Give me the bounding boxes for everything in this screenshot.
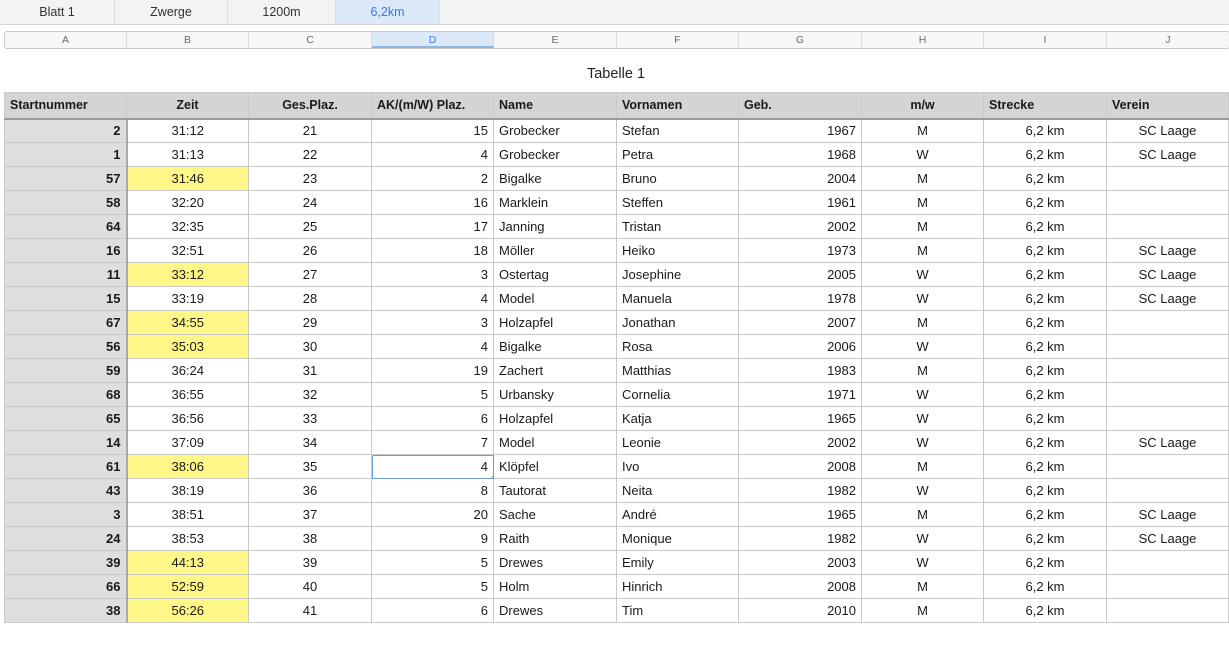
strecke-cell[interactable]: 6,2 km xyxy=(984,431,1107,455)
vornamen-cell[interactable]: Leonie xyxy=(617,431,739,455)
ges-plaz-cell[interactable]: 27 xyxy=(249,263,372,287)
vornamen-cell[interactable]: Ivo xyxy=(617,455,739,479)
ges-plaz-cell[interactable]: 25 xyxy=(249,215,372,239)
zeit-cell[interactable]: 31:13 xyxy=(127,143,249,167)
mw-cell[interactable]: W xyxy=(862,143,984,167)
strecke-cell[interactable]: 6,2 km xyxy=(984,263,1107,287)
geb-cell[interactable]: 2008 xyxy=(739,575,862,599)
verein-cell[interactable]: SC Laage xyxy=(1107,431,1229,455)
ges-plaz-cell[interactable]: 24 xyxy=(249,191,372,215)
verein-cell[interactable]: SC Laage xyxy=(1107,239,1229,263)
vornamen-cell[interactable]: Heiko xyxy=(617,239,739,263)
table-row xyxy=(5,287,1229,311)
ak-plaz-cell[interactable]: 7 xyxy=(372,431,494,455)
sheet-tab[interactable]: 6,2km xyxy=(336,0,440,24)
zeit-cell[interactable]: 31:46 xyxy=(127,167,249,191)
vornamen-cell[interactable]: Tim xyxy=(617,599,739,623)
startnummer-cell[interactable]: 3 xyxy=(5,503,127,527)
column-letter-b[interactable]: B xyxy=(127,32,249,48)
strecke-cell[interactable]: 6,2 km xyxy=(984,143,1107,167)
table-row xyxy=(5,527,1229,551)
verein-cell[interactable]: SC Laage xyxy=(1107,503,1229,527)
ak-plaz-cell[interactable]: 5 xyxy=(372,575,494,599)
startnummer-cell[interactable]: 68 xyxy=(5,383,127,407)
zeit-cell[interactable]: 33:12 xyxy=(127,263,249,287)
verein-cell[interactable] xyxy=(1107,479,1229,503)
ges-plaz-cell[interactable]: 32 xyxy=(249,383,372,407)
column-letter-j[interactable]: J xyxy=(1165,34,1171,46)
table-row xyxy=(5,335,1229,359)
column-letter-i[interactable]: I xyxy=(984,32,1107,48)
strecke-cell[interactable]: 6,2 km xyxy=(984,599,1107,623)
ak-plaz-cell[interactable]: 4 xyxy=(372,455,494,479)
zeit-cell[interactable]: 52:59 xyxy=(127,575,249,599)
column-header[interactable]: Ges.Plaz. xyxy=(249,93,372,119)
strecke-cell[interactable]: 6,2 km xyxy=(984,359,1107,383)
zeit-cell[interactable]: 38:06 xyxy=(127,455,249,479)
ges-plaz-cell[interactable]: 31 xyxy=(249,359,372,383)
verein-cell[interactable] xyxy=(1107,407,1229,431)
table-row xyxy=(5,119,1229,143)
startnummer-cell[interactable]: 39 xyxy=(5,551,127,575)
name-cell[interactable]: Holzapfel xyxy=(494,311,617,335)
startnummer-cell[interactable]: 65 xyxy=(5,407,127,431)
ges-plaz-cell[interactable]: 33 xyxy=(249,407,372,431)
ges-plaz-cell[interactable]: 29 xyxy=(249,311,372,335)
verein-cell[interactable] xyxy=(1107,311,1229,335)
vornamen-cell[interactable]: Emily xyxy=(617,551,739,575)
vornamen-cell[interactable]: Rosa xyxy=(617,335,739,359)
ak-plaz-cell[interactable]: 15 xyxy=(372,119,494,143)
strecke-cell[interactable]: 6,2 km xyxy=(984,335,1107,359)
table-row xyxy=(5,431,1229,455)
ges-plaz-cell[interactable]: 21 xyxy=(249,119,372,143)
name-cell[interactable]: Möller xyxy=(494,239,617,263)
vornamen-cell[interactable]: Bruno xyxy=(617,167,739,191)
geb-cell[interactable]: 2002 xyxy=(739,215,862,239)
table-row xyxy=(5,191,1229,215)
vornamen-cell[interactable]: Cornelia xyxy=(617,383,739,407)
mw-cell[interactable]: W xyxy=(862,383,984,407)
name-cell[interactable]: Model xyxy=(494,431,617,455)
strecke-cell[interactable]: 6,2 km xyxy=(984,575,1107,599)
strecke-cell[interactable]: 6,2 km xyxy=(984,119,1107,143)
strecke-cell[interactable]: 6,2 km xyxy=(984,239,1107,263)
geb-cell[interactable]: 2010 xyxy=(739,599,862,623)
strecke-cell[interactable]: 6,2 km xyxy=(984,479,1107,503)
sheet-tab[interactable]: Zwerge xyxy=(115,0,228,24)
table-row xyxy=(5,215,1229,239)
vornamen-cell[interactable]: Stefan xyxy=(617,119,739,143)
name-cell[interactable]: Drewes xyxy=(494,551,617,575)
strecke-cell[interactable]: 6,2 km xyxy=(984,215,1107,239)
mw-cell[interactable]: M xyxy=(862,455,984,479)
table-row xyxy=(5,239,1229,263)
ak-plaz-cell[interactable]: 20 xyxy=(372,503,494,527)
name-cell[interactable]: Bigalke xyxy=(494,167,617,191)
mw-cell[interactable]: M xyxy=(862,191,984,215)
table-row xyxy=(5,143,1229,167)
zeit-cell[interactable]: 34:55 xyxy=(127,311,249,335)
strecke-cell[interactable]: 6,2 km xyxy=(984,167,1107,191)
ges-plaz-cell[interactable]: 35 xyxy=(249,455,372,479)
ak-plaz-cell[interactable]: 3 xyxy=(372,263,494,287)
verein-cell[interactable]: SC Laage xyxy=(1107,263,1229,287)
mw-cell[interactable]: W xyxy=(862,335,984,359)
table-row xyxy=(5,359,1229,383)
zeit-cell[interactable]: 38:53 xyxy=(127,527,249,551)
mw-cell[interactable]: M xyxy=(862,503,984,527)
mw-cell[interactable]: W xyxy=(862,263,984,287)
mw-cell[interactable]: W xyxy=(862,479,984,503)
verein-cell[interactable]: SC Laage xyxy=(1107,119,1229,143)
mw-cell[interactable]: W xyxy=(862,431,984,455)
sheet-tab[interactable]: 1200m xyxy=(228,0,336,24)
ak-plaz-cell[interactable]: 18 xyxy=(372,239,494,263)
column-letter-d[interactable]: D xyxy=(372,32,494,48)
column-letter-c[interactable]: C xyxy=(249,32,372,48)
name-cell[interactable]: Grobecker xyxy=(494,143,617,167)
ges-plaz-cell[interactable]: 36 xyxy=(249,479,372,503)
name-cell[interactable]: Klöpfel xyxy=(494,455,617,479)
verein-cell[interactable] xyxy=(1107,167,1229,191)
vornamen-cell[interactable]: Matthias xyxy=(617,359,739,383)
vornamen-cell[interactable]: Jonathan xyxy=(617,311,739,335)
table-row xyxy=(5,383,1229,407)
ak-plaz-cell[interactable]: 5 xyxy=(372,551,494,575)
ak-plaz-cell[interactable]: 4 xyxy=(372,143,494,167)
column-header[interactable]: Zeit xyxy=(127,93,249,119)
name-cell[interactable]: Model xyxy=(494,287,617,311)
startnummer-cell[interactable]: 56 xyxy=(5,335,127,359)
ges-plaz-cell[interactable]: 38 xyxy=(249,527,372,551)
vornamen-cell[interactable]: Katja xyxy=(617,407,739,431)
geb-cell[interactable]: 1971 xyxy=(739,383,862,407)
zeit-cell[interactable]: 32:51 xyxy=(127,239,249,263)
zeit-cell[interactable]: 38:19 xyxy=(127,479,249,503)
ak-plaz-cell[interactable]: 4 xyxy=(372,287,494,311)
geb-cell[interactable]: 1961 xyxy=(739,191,862,215)
verein-cell[interactable]: SC Laage xyxy=(1107,287,1229,311)
verein-cell[interactable]: SC Laage xyxy=(1107,527,1229,551)
mw-cell[interactable]: W xyxy=(862,287,984,311)
mw-cell[interactable]: W xyxy=(862,551,984,575)
mw-cell[interactable]: W xyxy=(862,527,984,551)
mw-cell[interactable]: M xyxy=(862,311,984,335)
strecke-cell[interactable]: 6,2 km xyxy=(984,383,1107,407)
ak-plaz-cell[interactable]: 6 xyxy=(372,599,494,623)
vornamen-cell[interactable]: Josephine xyxy=(617,263,739,287)
name-cell[interactable]: Grobecker xyxy=(494,119,617,143)
verein-cell[interactable] xyxy=(1107,191,1229,215)
name-cell[interactable]: Sache xyxy=(494,503,617,527)
mw-cell[interactable]: M xyxy=(862,599,984,623)
zeit-cell[interactable]: 32:35 xyxy=(127,215,249,239)
geb-cell[interactable]: 1982 xyxy=(739,479,862,503)
name-cell[interactable]: Holzapfel xyxy=(494,407,617,431)
name-cell[interactable]: Raith xyxy=(494,527,617,551)
name-cell[interactable]: Drewes xyxy=(494,599,617,623)
ak-plaz-cell[interactable]: 19 xyxy=(372,359,494,383)
startnummer-cell[interactable]: 67 xyxy=(5,311,127,335)
ak-plaz-cell[interactable]: 3 xyxy=(372,311,494,335)
vornamen-cell[interactable]: Neita xyxy=(617,479,739,503)
column-header[interactable]: Vornamen xyxy=(617,93,739,119)
zeit-cell[interactable]: 36:24 xyxy=(127,359,249,383)
mw-cell[interactable]: M xyxy=(862,215,984,239)
startnummer-cell[interactable]: 43 xyxy=(5,479,127,503)
data-table xyxy=(4,92,1229,623)
ges-plaz-cell[interactable]: 30 xyxy=(249,335,372,359)
verein-cell[interactable] xyxy=(1107,215,1229,239)
startnummer-cell[interactable]: 58 xyxy=(5,191,127,215)
table-row xyxy=(5,551,1229,575)
vornamen-cell[interactable]: André xyxy=(617,503,739,527)
geb-cell[interactable]: 1982 xyxy=(739,527,862,551)
zeit-cell[interactable]: 38:51 xyxy=(127,503,249,527)
vornamen-cell[interactable]: Tristan xyxy=(617,215,739,239)
ak-plaz-cell[interactable]: 8 xyxy=(372,479,494,503)
geb-cell[interactable]: 1965 xyxy=(739,503,862,527)
ak-plaz-cell[interactable]: 6 xyxy=(372,407,494,431)
column-header-bar xyxy=(4,31,1229,49)
geb-cell[interactable]: 1973 xyxy=(739,239,862,263)
vornamen-cell[interactable]: Steffen xyxy=(617,191,739,215)
verein-cell[interactable] xyxy=(1107,455,1229,479)
startnummer-cell[interactable]: 61 xyxy=(5,455,127,479)
startnummer-cell[interactable]: 66 xyxy=(5,575,127,599)
column-letter-a[interactable]: A xyxy=(5,32,127,48)
table-row xyxy=(5,455,1229,479)
header-row xyxy=(5,93,1229,119)
zeit-cell[interactable]: 32:20 xyxy=(127,191,249,215)
selection-handle-top[interactable] xyxy=(372,455,375,458)
geb-cell[interactable]: 1968 xyxy=(739,143,862,167)
column-header[interactable]: Startnummer xyxy=(5,93,127,119)
geb-cell[interactable]: 2006 xyxy=(739,335,862,359)
name-cell[interactable]: Marklein xyxy=(494,191,617,215)
name-cell[interactable]: Zachert xyxy=(494,359,617,383)
ges-plaz-cell[interactable]: 39 xyxy=(249,551,372,575)
mw-cell[interactable]: M xyxy=(862,239,984,263)
geb-cell[interactable]: 1978 xyxy=(739,287,862,311)
vornamen-cell[interactable]: Manuela xyxy=(617,287,739,311)
column-header[interactable]: m/w xyxy=(862,93,984,119)
table-title[interactable]: Tabelle 1 xyxy=(586,66,646,82)
strecke-cell[interactable]: 6,2 km xyxy=(984,407,1107,431)
ges-plaz-cell[interactable]: 26 xyxy=(249,239,372,263)
ak-plaz-cell[interactable]: 2 xyxy=(372,167,494,191)
column-header[interactable]: Geb. xyxy=(739,93,862,119)
zeit-cell[interactable]: 44:13 xyxy=(127,551,249,575)
zeit-cell[interactable]: 31:12 xyxy=(127,119,249,143)
vornamen-cell[interactable]: Monique xyxy=(617,527,739,551)
column-letter-h[interactable]: H xyxy=(862,32,984,48)
table-row xyxy=(5,503,1229,527)
table-row xyxy=(5,311,1229,335)
mw-cell[interactable]: M xyxy=(862,575,984,599)
geb-cell[interactable]: 1983 xyxy=(739,359,862,383)
ges-plaz-cell[interactable]: 23 xyxy=(249,167,372,191)
verein-cell[interactable] xyxy=(1107,359,1229,383)
column-letter-e[interactable]: E xyxy=(494,32,617,48)
strecke-cell[interactable]: 6,2 km xyxy=(984,455,1107,479)
zeit-cell[interactable]: 37:09 xyxy=(127,431,249,455)
table-row xyxy=(5,575,1229,599)
strecke-cell[interactable]: 6,2 km xyxy=(984,551,1107,575)
startnummer-cell[interactable]: 15 xyxy=(5,287,127,311)
table-row xyxy=(5,599,1229,623)
name-cell[interactable]: Ostertag xyxy=(494,263,617,287)
name-cell[interactable]: Tautorat xyxy=(494,479,617,503)
startnummer-cell[interactable]: 57 xyxy=(5,167,127,191)
zeit-cell[interactable]: 56:26 xyxy=(127,599,249,623)
zeit-cell[interactable]: 36:56 xyxy=(127,407,249,431)
mw-cell[interactable]: M xyxy=(862,359,984,383)
vornamen-cell[interactable]: Petra xyxy=(617,143,739,167)
verein-cell[interactable] xyxy=(1107,599,1229,623)
name-cell[interactable]: Holm xyxy=(494,575,617,599)
sheet-tab-bar xyxy=(0,0,1229,25)
vornamen-cell[interactable]: Hinrich xyxy=(617,575,739,599)
name-cell[interactable]: Janning xyxy=(494,215,617,239)
verein-cell[interactable] xyxy=(1107,551,1229,575)
verein-cell[interactable] xyxy=(1107,575,1229,599)
mw-cell[interactable]: M xyxy=(862,119,984,143)
startnummer-cell[interactable]: 14 xyxy=(5,431,127,455)
ges-plaz-cell[interactable]: 22 xyxy=(249,143,372,167)
geb-cell[interactable]: 2005 xyxy=(739,263,862,287)
verein-cell[interactable]: SC Laage xyxy=(1107,143,1229,167)
table-row xyxy=(5,407,1229,431)
table-row xyxy=(5,479,1229,503)
column-header[interactable]: AK/(m/W) Plaz. xyxy=(372,93,494,119)
startnummer-cell[interactable]: 59 xyxy=(5,359,127,383)
ak-plaz-cell[interactable]: 4 xyxy=(372,335,494,359)
sheet-tab[interactable]: Blatt 1 xyxy=(0,0,115,24)
startnummer-cell[interactable]: 16 xyxy=(5,239,127,263)
table-row xyxy=(5,167,1229,191)
startnummer-cell[interactable]: 38 xyxy=(5,599,127,623)
mw-cell[interactable]: W xyxy=(862,407,984,431)
ges-plaz-cell[interactable]: 34 xyxy=(249,431,372,455)
selection-handle-bottom[interactable] xyxy=(491,476,494,479)
strecke-cell[interactable]: 6,2 km xyxy=(984,527,1107,551)
strecke-cell[interactable]: 6,2 km xyxy=(984,191,1107,215)
name-cell[interactable]: Bigalke xyxy=(494,335,617,359)
geb-cell[interactable]: 2002 xyxy=(739,431,862,455)
geb-cell[interactable]: 2008 xyxy=(739,455,862,479)
ak-plaz-cell[interactable]: 17 xyxy=(372,215,494,239)
ak-plaz-cell[interactable]: 9 xyxy=(372,527,494,551)
startnummer-cell[interactable]: 11 xyxy=(5,263,127,287)
startnummer-cell[interactable]: 24 xyxy=(5,527,127,551)
column-letter-f[interactable]: F xyxy=(617,32,739,48)
mw-cell[interactable]: M xyxy=(862,167,984,191)
ak-plaz-cell[interactable]: 5 xyxy=(372,383,494,407)
column-letter-g[interactable]: G xyxy=(739,32,862,48)
geb-cell[interactable]: 1967 xyxy=(739,119,862,143)
ges-plaz-cell[interactable]: 40 xyxy=(249,575,372,599)
startnummer-cell[interactable]: 2 xyxy=(5,119,127,143)
ges-plaz-cell[interactable]: 37 xyxy=(249,503,372,527)
geb-cell[interactable]: 1965 xyxy=(739,407,862,431)
zeit-cell[interactable]: 35:03 xyxy=(127,335,249,359)
table-row xyxy=(5,263,1229,287)
column-header[interactable]: Verein xyxy=(1107,93,1229,119)
verein-cell[interactable] xyxy=(1107,335,1229,359)
ak-plaz-cell[interactable]: 16 xyxy=(372,191,494,215)
geb-cell[interactable]: 2004 xyxy=(739,167,862,191)
strecke-cell[interactable]: 6,2 km xyxy=(984,287,1107,311)
startnummer-cell[interactable]: 64 xyxy=(5,215,127,239)
geb-cell[interactable]: 2003 xyxy=(739,551,862,575)
column-header[interactable]: Name xyxy=(494,93,617,119)
zeit-cell[interactable]: 36:55 xyxy=(127,383,249,407)
geb-cell[interactable]: 2007 xyxy=(739,311,862,335)
zeit-cell[interactable]: 33:19 xyxy=(127,287,249,311)
ges-plaz-cell[interactable]: 41 xyxy=(249,599,372,623)
startnummer-cell[interactable]: 1 xyxy=(5,143,127,167)
column-header[interactable]: Strecke xyxy=(984,93,1107,119)
ges-plaz-cell[interactable]: 28 xyxy=(249,287,372,311)
strecke-cell[interactable]: 6,2 km xyxy=(984,311,1107,335)
name-cell[interactable]: Urbansky xyxy=(494,383,617,407)
verein-cell[interactable] xyxy=(1107,383,1229,407)
strecke-cell[interactable]: 6,2 km xyxy=(984,503,1107,527)
